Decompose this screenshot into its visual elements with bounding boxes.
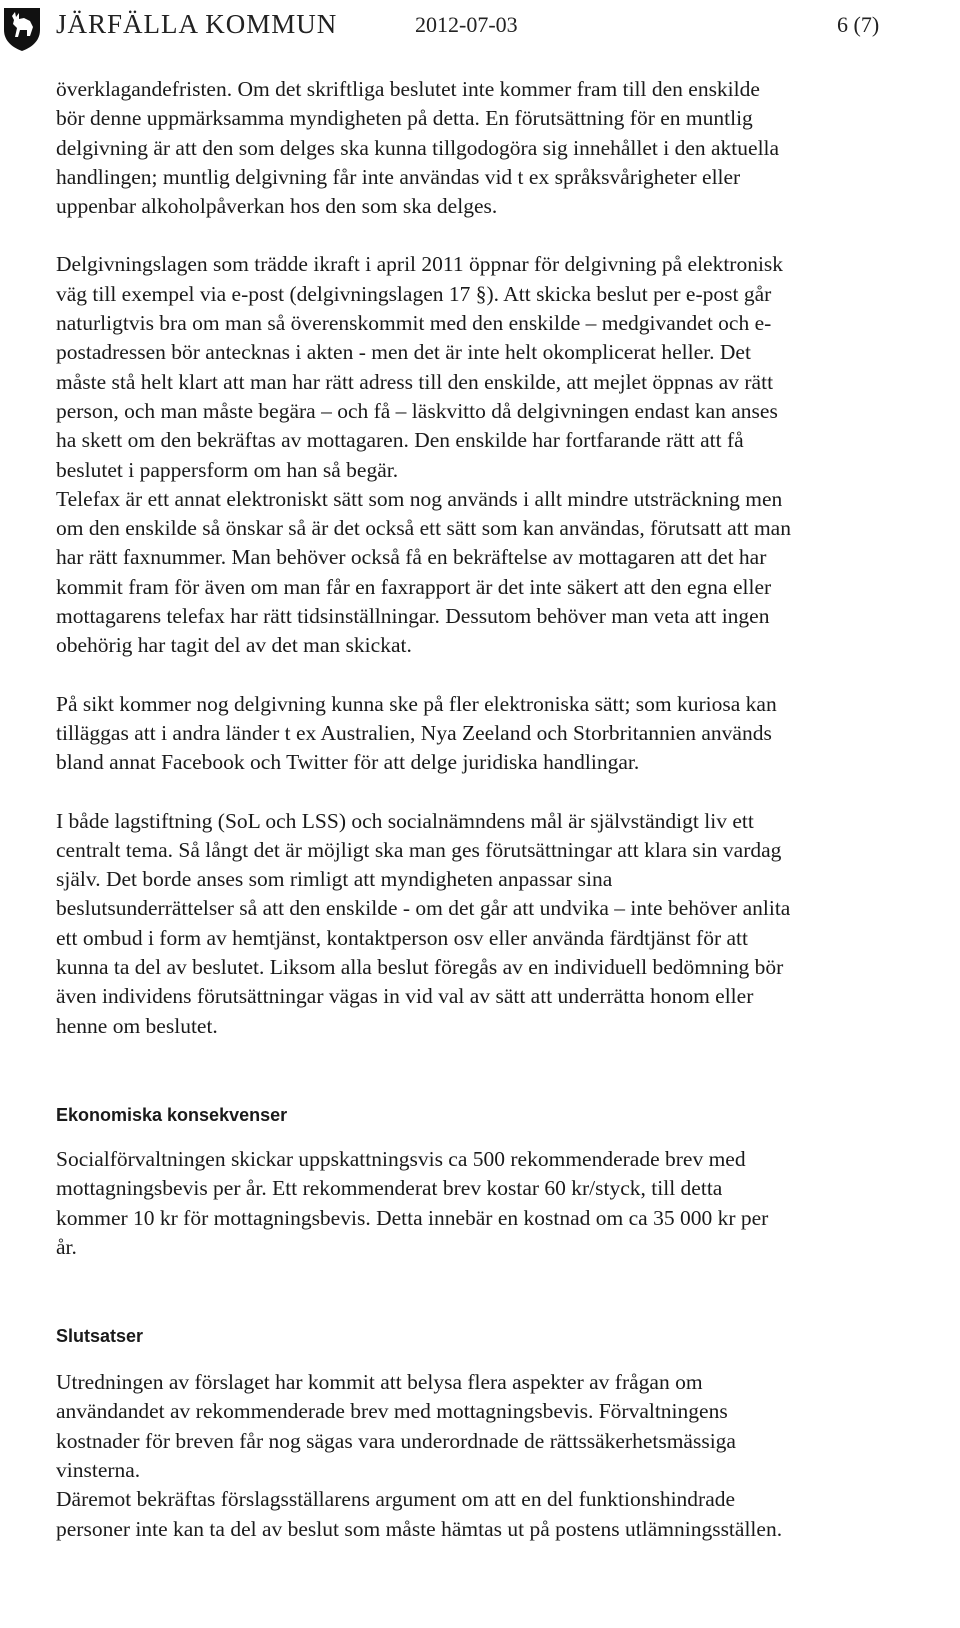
text-line: person, och man måste begära – och få – läskvitto då delgivningen endast kan anses — [56, 398, 778, 423]
text-line: beslutsunderrättelser så att den enskilde - om det går att undvika – inte behöver anlita — [56, 896, 791, 921]
text-line: mottagarens telefax har rätt tidsinställningar. Dessutom behöver man veta att ingen — [56, 604, 770, 629]
text-line: delgivning är att den som delges ska kunna tillgodogöra sig innehållet i den aktuella — [56, 135, 780, 160]
organization-name: JÄRFÄLLA KOMMUN — [56, 9, 338, 39]
page-header — [0, 0, 960, 60]
text-line: uppenbar alkoholpåverkan hos den som ska delges. — [56, 194, 498, 219]
document-body — [56, 75, 931, 1544]
paragraph-2 — [56, 250, 931, 660]
text-line: obehörig har tagit del av det man skickat. — [56, 633, 412, 658]
paragraph-economics — [56, 1145, 931, 1262]
municipal-coat-of-arms-icon — [2, 4, 42, 52]
text-line: har rätt faxnummer. Man behöver också få en bekräftelse av mottagaren att det har — [56, 545, 767, 570]
text-line: Socialförvaltningen skickar uppskattningsvis ca 500 rekommenderade brev med — [56, 1146, 746, 1171]
paragraph-3 — [56, 690, 931, 778]
text-line: bland annat Facebook och Twitter för att delge juridiska handlingar. — [56, 750, 640, 775]
text-line: själv. Det borde anses som rimligt att myndigheten anpassar sina — [56, 867, 613, 892]
paragraph-conclusions — [56, 1368, 931, 1544]
text-line: ha skett om den bekräftas av mottagaren. Den enskilde har fortfarande rätt att få — [56, 428, 744, 453]
text-line: Telefax är ett annat elektroniskt sätt som nog används i allt mindre utsträckning men — [56, 486, 783, 511]
text-line: tilläggas att i andra länder t ex Australien, Nya Zeeland och Storbritannien används — [56, 720, 772, 745]
text-line: handlingen; muntlig delgivning får inte användas vid t ex språksvårigheter eller — [56, 164, 741, 189]
page-number: 6 (7) — [837, 12, 880, 37]
text-line: vinsterna. — [56, 1457, 141, 1482]
section-heading-conclusions: Slutsatser — [56, 1326, 144, 1347]
text-line: kostnader för breven får nog sägas vara underordnade de rättssäkerhetsmässiga — [56, 1428, 736, 1453]
text-line: överklagandefristen. Om det skriftliga beslutet inte kommer fram till den enskilde — [56, 77, 760, 101]
text-line: mottagningsbevis per år. Ett rekommenderat brev kostar 60 kr/styck, till detta — [56, 1176, 723, 1201]
text-line: även individens förutsättningar vägas in vid val av sätt att underrätta honom eller — [56, 984, 754, 1009]
text-line: I både lagstiftning (SoL och LSS) och socialnämndens mål är självständigt liv ett — [56, 808, 754, 833]
text-line: kommer 10 kr för mottagningsbevis. Detta innebär en kostnad om ca 35 000 kr per — [56, 1205, 769, 1230]
text-line: Utredningen av förslaget har kommit att belysa flera aspekter av frågan om — [56, 1370, 703, 1395]
section-heading-economics: Ekonomiska konsekvenser — [56, 1104, 288, 1125]
text-line: beslutet i pappersform om han så begär. — [56, 457, 399, 482]
text-line: henne om beslutet. — [56, 1013, 218, 1038]
text-line: Däremot bekräftas förslagsställarens argument om att en del funktionshindrade — [56, 1487, 736, 1512]
text-line: år. — [56, 1234, 77, 1259]
paragraph-4 — [56, 807, 931, 1041]
text-line: Delgivningslagen som trädde ikraft i april 2011 öppnar för delgivning på elektronisk — [56, 252, 784, 277]
text-line: naturligtvis bra om man så överenskommit med den enskilde – medgivandet och e- — [56, 311, 772, 336]
paragraph-1 — [56, 75, 931, 221]
text-line: väg till exempel via e-post (delgivningslagen 17 §). Att skicka beslut per e-post går — [56, 281, 772, 306]
text-line: postadressen bör antecknas i akten - men det är inte helt okomplicerat heller. Det — [56, 340, 751, 365]
text-line: bör denne uppmärksamma myndigheten på detta. En förutsättning för en muntlig — [56, 106, 753, 131]
text-line: måste stå helt klart att man har rätt adress till den enskilde, att mejlet öppnas av rätt — [56, 369, 774, 394]
text-line: På sikt kommer nog delgivning kunna ske på fler elektroniska sätt; som kuriosa kan — [56, 691, 777, 716]
text-line: personer inte kan ta del av beslut som måste hämtas ut på postens utlämningsställen. — [56, 1516, 783, 1541]
text-line: centralt tema. Så långt det är möjligt ska man ges förutsättningar att klara sin vardag — [56, 837, 782, 862]
document-date: 2012-07-03 — [415, 12, 518, 37]
text-line: kunna ta del av beslutet. Liksom alla beslut föregås av en individuell bedömning bör — [56, 955, 784, 980]
text-line: ett ombud i form av hemtjänst, kontaktperson osv eller använda färdtjänst för att — [56, 925, 748, 950]
text-line: om den enskilde så önskar så är det också ett sätt som kan användas, förutsatt att man — [56, 516, 791, 541]
text-line: kommit fram för även om man får en faxrapport är det inte säkert att den egna eller — [56, 574, 772, 599]
text-line: användandet av rekommenderade brev med mottagningsbevis. Förvaltningens — [56, 1399, 728, 1424]
